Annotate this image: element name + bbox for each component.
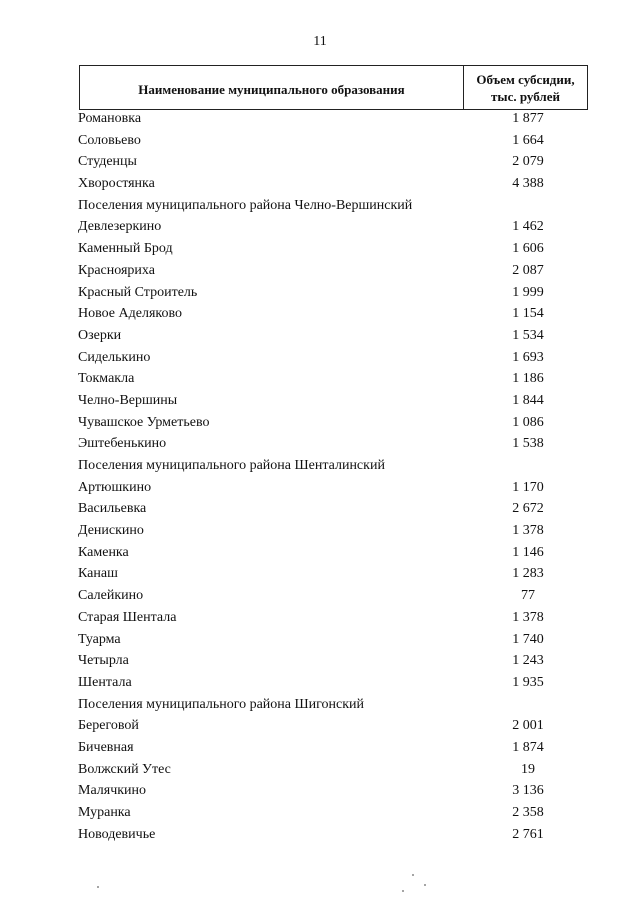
subsidy-value: 1 378 (512, 609, 544, 625)
subsidy-value: 1 538 (512, 436, 544, 452)
subsidy-value: 1 170 (512, 479, 544, 495)
subsidy-value: 1 534 (512, 327, 544, 343)
municipality-name: Муранка (78, 805, 131, 820)
table-body (0, 108, 640, 845)
scan-speck (402, 890, 404, 892)
municipality-name: Канаш (78, 566, 118, 582)
municipality-name: Токмакла (78, 371, 135, 387)
municipality-name: Краснояриха (78, 262, 155, 278)
subsidy-value: 1 693 (512, 349, 544, 365)
table-row (0, 390, 640, 412)
table-row (0, 824, 640, 846)
header-value-line2: тыс. рублей (491, 88, 560, 104)
municipality-name: Романовка (78, 111, 142, 126)
table-row (0, 260, 640, 282)
municipality-name: Четырла (78, 653, 129, 669)
scan-speck (97, 886, 99, 888)
table-row (0, 412, 640, 434)
municipality-name: Береговой (78, 718, 139, 734)
table-row (0, 737, 640, 759)
table-row (0, 498, 640, 520)
table-row (0, 173, 640, 195)
header-value-line1: Объем субсидии, (476, 71, 575, 87)
table-row (0, 780, 640, 802)
table-row (0, 130, 640, 152)
table-header (79, 65, 588, 110)
table-row (0, 802, 640, 824)
subsidy-value: 1 935 (512, 674, 544, 690)
page-number: 11 (313, 34, 327, 49)
table-row (0, 585, 640, 607)
subsidy-value: 2 358 (512, 805, 544, 820)
municipality-name: Васильевка (78, 501, 147, 517)
municipality-name: Волжский Утес (78, 761, 171, 777)
table-row (0, 672, 640, 694)
table-section-row (0, 455, 640, 477)
scan-speck (412, 874, 414, 876)
municipality-name: Каменный Брод (78, 241, 173, 257)
table-row (0, 303, 640, 325)
municipality-name: Шентала (78, 674, 132, 690)
subsidy-value: 1 086 (512, 414, 544, 430)
table-row (0, 151, 640, 173)
table-row (0, 108, 640, 130)
municipality-name: Каменка (78, 544, 129, 560)
subsidy-value: 2 672 (512, 501, 544, 517)
municipality-name: Малячкино (78, 783, 147, 799)
municipality-name: Старая Шентала (78, 609, 177, 625)
table-section-row (0, 195, 640, 217)
table-row (0, 759, 640, 781)
table-row (0, 433, 640, 455)
municipality-name: Туарма (78, 631, 121, 647)
municipality-name: Артюшкино (78, 479, 152, 495)
scan-speck (424, 884, 426, 886)
table-row (0, 650, 640, 672)
subsidy-value: 1 664 (512, 132, 544, 148)
table-row (0, 607, 640, 629)
subsidy-value: 2 079 (512, 154, 544, 170)
municipality-name: Эштебенькино (78, 436, 167, 452)
subsidy-value: 1 844 (512, 392, 544, 408)
table-row (0, 282, 640, 304)
municipality-name: Студенцы (78, 154, 137, 170)
municipality-name: Сиделькино (78, 349, 151, 365)
section-title: Поселения муниципального района Челно-Вершинский (78, 197, 413, 213)
municipality-name: Хворостянка (78, 176, 155, 192)
municipality-name: Новое Аделяково (78, 306, 182, 322)
subsidy-value: 1 283 (512, 566, 544, 582)
subsidy-value: 1 877 (512, 111, 544, 126)
table-row (0, 520, 640, 542)
municipality-name: Красный Строитель (78, 284, 198, 300)
municipality-name: Бичевная (78, 739, 134, 755)
municipality-name: Озерки (78, 327, 122, 343)
subsidy-value: 2 761 (512, 826, 544, 842)
subsidy-value: 1 154 (512, 306, 544, 322)
table-row (0, 347, 640, 369)
table-row (0, 715, 640, 737)
subsidy-value: 1 606 (512, 241, 544, 257)
municipality-name: Челно-Вершины (78, 392, 178, 408)
municipality-name: Чувашское Урметьево (78, 414, 210, 430)
table-row (0, 477, 640, 499)
subsidy-value: 1 740 (512, 631, 544, 647)
subsidy-value: 19 (521, 761, 535, 777)
subsidy-value: 3 136 (512, 783, 544, 799)
subsidy-value: 1 874 (512, 739, 544, 755)
table-row (0, 542, 640, 564)
table-row (0, 368, 640, 390)
subsidy-value: 1 186 (512, 371, 544, 387)
table-row (0, 629, 640, 651)
municipality-name: Девлезеркино (78, 219, 162, 235)
subsidy-value: 1 243 (512, 653, 544, 669)
subsidy-value: 1 378 (512, 523, 544, 539)
subsidy-value: 1 146 (512, 544, 544, 560)
subsidy-value: 1 462 (512, 219, 544, 235)
subsidy-value: 2 087 (512, 262, 544, 278)
table-row (0, 216, 640, 238)
municipality-name: Салейкино (78, 588, 144, 604)
table-section-row (0, 694, 640, 716)
subsidy-value: 1 999 (512, 284, 544, 300)
subsidy-value: 77 (521, 588, 535, 604)
section-title: Поселения муниципального района Шенталинский (78, 458, 385, 473)
header-value-column (464, 66, 587, 109)
table-row (0, 563, 640, 585)
municipality-name: Новодевичье (78, 826, 156, 842)
subsidy-value: 2 001 (512, 718, 544, 734)
header-name-column: Наименование муниципального образования (80, 66, 464, 109)
municipality-name: Денискино (78, 523, 144, 539)
table-row (0, 238, 640, 260)
table-row (0, 325, 640, 347)
municipality-name: Соловьево (78, 132, 141, 148)
section-title: Поселения муниципального района Шигонский (78, 696, 365, 712)
subsidy-value: 4 388 (512, 176, 544, 192)
